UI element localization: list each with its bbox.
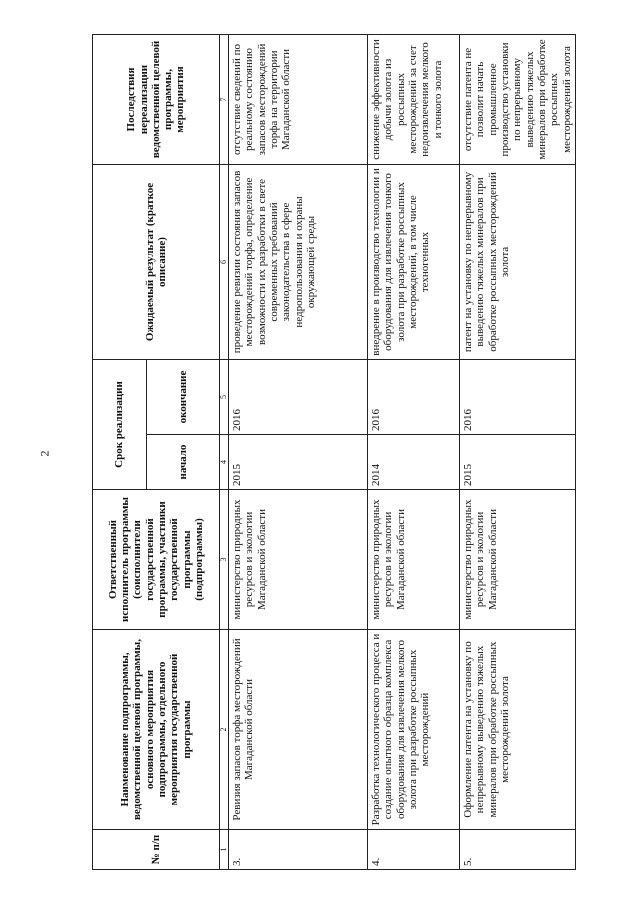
header-responsible: Ответственный исполнитель программы (соисполнители государственной программы, участники государственной программы (подпрограммы) — [93, 490, 220, 630]
row-consequences: отсутствие сведений по реальному состоянию запасов месторождений торфа на территории Магаданской области — [229, 34, 368, 164]
row-name: Ревизия запасов торфа месторождений Магаданской области — [229, 630, 368, 830]
header-start: начало — [147, 435, 220, 490]
row-end: 2016 — [368, 359, 460, 434]
column-number: 1 — [220, 830, 229, 870]
header-name: Наименование подпрограммы, ведомственной целевой программы, основного мероприятия подпрограммы, отдельного мероприятия государственной программы — [93, 630, 220, 830]
row-responsible: министерство природных ресурсов и экологии Магаданской области — [229, 490, 368, 630]
row-name: Разработка технологического процесса и создание опытного образца комплекса оборудования для извлечения мелкого золота при разработке россыпных месторождений — [368, 630, 460, 830]
row-end: 2016 — [460, 359, 576, 434]
table-row — [229, 34, 368, 869]
header-no: № п/п — [93, 830, 220, 870]
column-number: 3 — [220, 490, 229, 630]
header-row — [93, 34, 147, 869]
row-start: 2015 — [460, 435, 576, 490]
row-responsible: министерство природных ресурсов и экологии Магаданской области — [460, 490, 576, 630]
page-number: 2 — [37, 450, 52, 457]
column-number: 2 — [220, 630, 229, 830]
row-end: 2016 — [229, 359, 368, 434]
column-number: 5 — [220, 359, 229, 434]
column-number: 7 — [220, 34, 229, 164]
row-result: проведение ревизии состояния запасов месторождений торфа, определение возможности их разработки в свете современных требований законодательства в сфере недропользования и охраны окружающей среды — [229, 164, 368, 359]
table-row — [460, 34, 576, 869]
column-number-row — [220, 34, 229, 869]
header-period: Срок реализации — [93, 359, 147, 489]
row-number: 5. — [460, 830, 576, 870]
header-end: окончание — [147, 359, 220, 434]
row-number: 3. — [229, 830, 368, 870]
row-responsible: министерство природных ресурсов и экологии Магаданской области — [368, 490, 460, 630]
row-result: патент на установку по непрерывному выведению тяжелых минералов при обработке россыпных месторождений золота — [460, 164, 576, 359]
row-number: 4. — [368, 830, 460, 870]
program-table — [92, 34, 576, 870]
row-consequences: снижение эффективности добычи золота из россыпных месторождений за счет недоизвлечения мелкого и тонкого золота — [368, 34, 460, 164]
column-number: 4 — [220, 435, 229, 490]
header-consequences: Последствия нереализации ведомственной целевой программы, мероприятия — [93, 34, 220, 164]
row-consequences: отсутствие патента не позволит начать промышленное производство установки по непрерывному выведению тяжелых минералов при обработке россыпных месторождений золота — [460, 34, 576, 164]
row-name: Оформление патента на установку по непрерывному выведению тяжелых минералов при обработке россыпных месторождений золота — [460, 630, 576, 830]
table-row — [368, 34, 460, 869]
header-result: Ожидаемый результат (краткое описание) — [93, 164, 220, 359]
row-start: 2014 — [368, 435, 460, 490]
row-start: 2015 — [229, 435, 368, 490]
row-result: внедрение в производство технологии и оборудования для извлечения тонкого золота при разработке россыпных месторождений, в том числе техногенных — [368, 164, 460, 359]
rotated-table-container — [92, 35, 620, 870]
column-number: 6 — [220, 164, 229, 359]
